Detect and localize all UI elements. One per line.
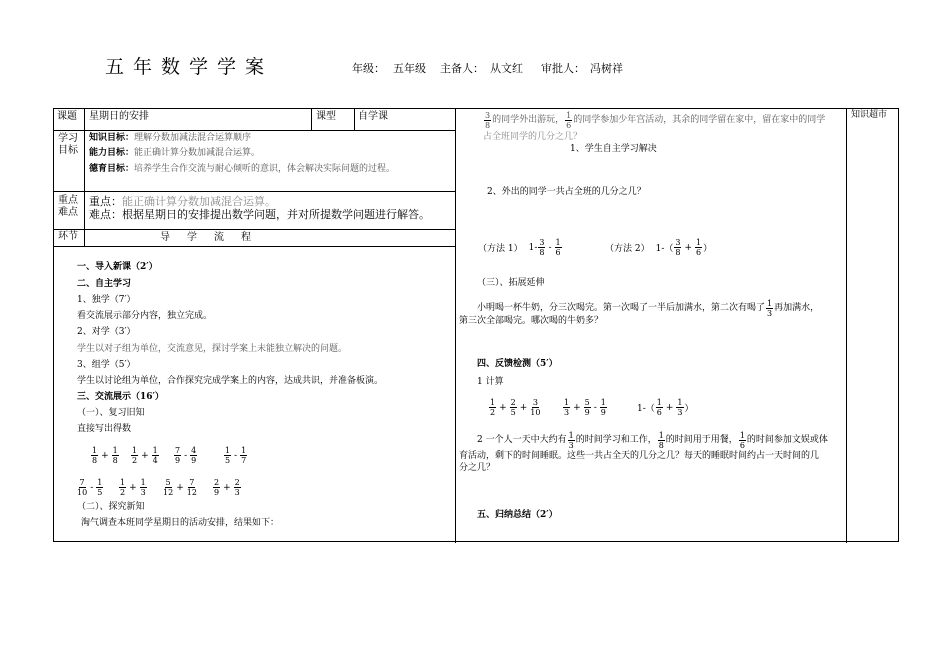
key-label-2: 难点 bbox=[58, 207, 78, 218]
type-divider bbox=[354, 109, 355, 130]
right-column-divider bbox=[846, 109, 847, 543]
review-expr-6: $\frac{1}{2}$ + $\frac{1}{3}$ bbox=[120, 478, 146, 497]
self-study-2-text: 学生以对子组为单位，交流意见，探讨学案上未能独立解决的问题。 bbox=[77, 344, 348, 354]
explore-heading: （二）、探究新知 bbox=[77, 502, 145, 512]
activity-problem: $\frac{3}{8}$ 的同学外出游玩， $\frac{1}{6}$ 的同学参加少年宫活动，其余的同学留在家中，留在家中的同学 bbox=[485, 111, 826, 130]
author-label: 主备人： bbox=[440, 62, 484, 75]
key-point: 重点：能正确计算分数加减混合运算。 bbox=[89, 195, 276, 208]
row-divider-1 bbox=[54, 130, 455, 131]
calc-expr-3: 1-（ $\frac{1}{6}$ + $\frac{1}{3}$ ） bbox=[637, 398, 694, 417]
self-study-1-text: 看交流展示部分内容，独立完成。 bbox=[77, 311, 213, 321]
key-label-1: 重点 bbox=[58, 195, 78, 206]
self-study-3-text: 学生以讨论组为单位，合作探究完成学案上的内容，达成共识，并准备板演。 bbox=[77, 376, 384, 386]
grade-label: 年级： bbox=[352, 62, 385, 75]
row-divider-4 bbox=[54, 246, 455, 247]
grade-value: 五年级 bbox=[393, 62, 426, 75]
process-label: 导学流程 bbox=[160, 232, 268, 243]
step-label: 环节 bbox=[58, 231, 78, 242]
milk-problem-line-1: 小明喝一杯牛奶，分三次喝完。第一次喝了一半后加满水，第二次有喝了 $\frac{1}{3}$ 再加满水， bbox=[477, 299, 820, 318]
review-expr-4: $\frac{1}{5}$ - $\frac{1}{7}$ bbox=[225, 446, 247, 465]
review-expr-1: $\frac{1}{8}$ + $\frac{1}{8}$ bbox=[92, 446, 118, 465]
section-exchange: 三、交流展示（16′） bbox=[77, 392, 164, 402]
reviewer-label: 审批人： bbox=[541, 62, 585, 75]
type-label: 课型 bbox=[316, 111, 336, 122]
review-heading: （一）、复习旧知 bbox=[77, 408, 145, 418]
calc-expr-1: $\frac{1}{2}$ + $\frac{2}{5}$ + $\frac{3}{10}$ bbox=[490, 398, 541, 417]
review-expr-5: $\frac{7}{10}$ - $\frac{1}{5}$ bbox=[77, 478, 103, 497]
self-study-1: 1、独学（7′） bbox=[77, 295, 136, 305]
day-problem-line-3: 分之几？ bbox=[459, 463, 496, 473]
review-expr-3: $\frac{7}{9}$ - $\frac{4}{9}$ bbox=[175, 446, 197, 465]
type-value: 自学课 bbox=[358, 111, 388, 122]
topic-divider bbox=[311, 109, 312, 130]
extend-heading: （三）、拓展延伸 bbox=[477, 278, 545, 288]
page-title: 五年数学学案 bbox=[105, 56, 274, 78]
review-expr-7: $\frac{5}{12}$ + $\frac{7}{12}$ bbox=[163, 478, 197, 497]
method-2: （方法 2） 1-（ $\frac{3}{8}$ + $\frac{1}{6}$ ） bbox=[605, 238, 713, 257]
center-divider bbox=[455, 109, 456, 543]
row-divider-3 bbox=[54, 229, 455, 230]
section-feedback: 四、反馈检测（5′） bbox=[477, 359, 558, 369]
method-1: （方法 1） 1- $\frac{3}{8}$ - $\frac{1}{6}$ bbox=[478, 238, 561, 257]
topic-value: 星期日的安排 bbox=[89, 111, 149, 122]
goals-label-2: 目标 bbox=[58, 145, 78, 156]
ability-goal: 能力目标：能正确计算分数加减混合运算。 bbox=[89, 148, 261, 158]
activity-problem-end: 占全班同学的几分之几？ bbox=[483, 132, 583, 142]
day-problem-line-1: 2 一个人一天中大约有 $\frac{1}{3}$ 的时间学习和工作， $\frac{1}{8}$ 的时间用于用餐， $\frac{1}{6}$ 的时间参加文娱或体 bbox=[477, 431, 828, 450]
goals-label-1: 学习 bbox=[58, 133, 78, 144]
moral-goal: 德育目标：培养学生合作交流与耐心倾听的意识，体会解决实际问题的过程。 bbox=[89, 164, 396, 174]
question-1: 1、学生自主学习解决 bbox=[570, 144, 657, 154]
section-summary: 五、归纳总结（2′） bbox=[477, 510, 558, 520]
knowledge-market-label: 知识超市 bbox=[851, 110, 888, 120]
section-intro: 一、导入新课（2′） bbox=[77, 262, 158, 272]
review-expr-8: $\frac{2}{9}$ + $\frac{2}{3}$ bbox=[214, 478, 240, 497]
self-study-3: 3、组学（5′） bbox=[77, 360, 136, 370]
calc-heading: 1 计算 bbox=[477, 377, 504, 387]
row-divider-2 bbox=[54, 191, 455, 192]
review-instruction: 直接写出得数 bbox=[77, 424, 132, 434]
explore-text: 淘气调查本班同学星期日的活动安排，结果如下： bbox=[81, 518, 280, 528]
difficult-point: 难点：根据星期日的安排提出数学问题，并对所提数学问题进行解答。 bbox=[89, 208, 430, 221]
day-problem-line-2: 育活动，剩下的时间睡眠。这些一共占全天的几分之几？每天的睡眠时间约占一天时间的几 bbox=[459, 451, 820, 461]
knowledge-goal: 知识目标：理解分数加减法混合运算顺序 bbox=[89, 133, 252, 143]
topic-label: 课题 bbox=[57, 111, 77, 122]
author-value: 从文红 bbox=[490, 62, 523, 75]
reviewer-value: 冯树祥 bbox=[590, 62, 623, 75]
calc-expr-2: $\frac{1}{3}$ + $\frac{5}{9}$ - $\frac{1}{9}$ bbox=[564, 398, 606, 417]
section-self-study: 二、自主学习 bbox=[77, 279, 132, 289]
question-2: 2、外出的同学一共占全班的几分之几？ bbox=[487, 187, 646, 197]
review-expr-2: $\frac{1}{2}$ + $\frac{1}{4}$ bbox=[132, 446, 158, 465]
self-study-2: 2、对学（3′） bbox=[77, 327, 136, 337]
milk-problem-line-2: 第三次全部喝完。哪次喝的牛奶多？ bbox=[459, 316, 604, 326]
